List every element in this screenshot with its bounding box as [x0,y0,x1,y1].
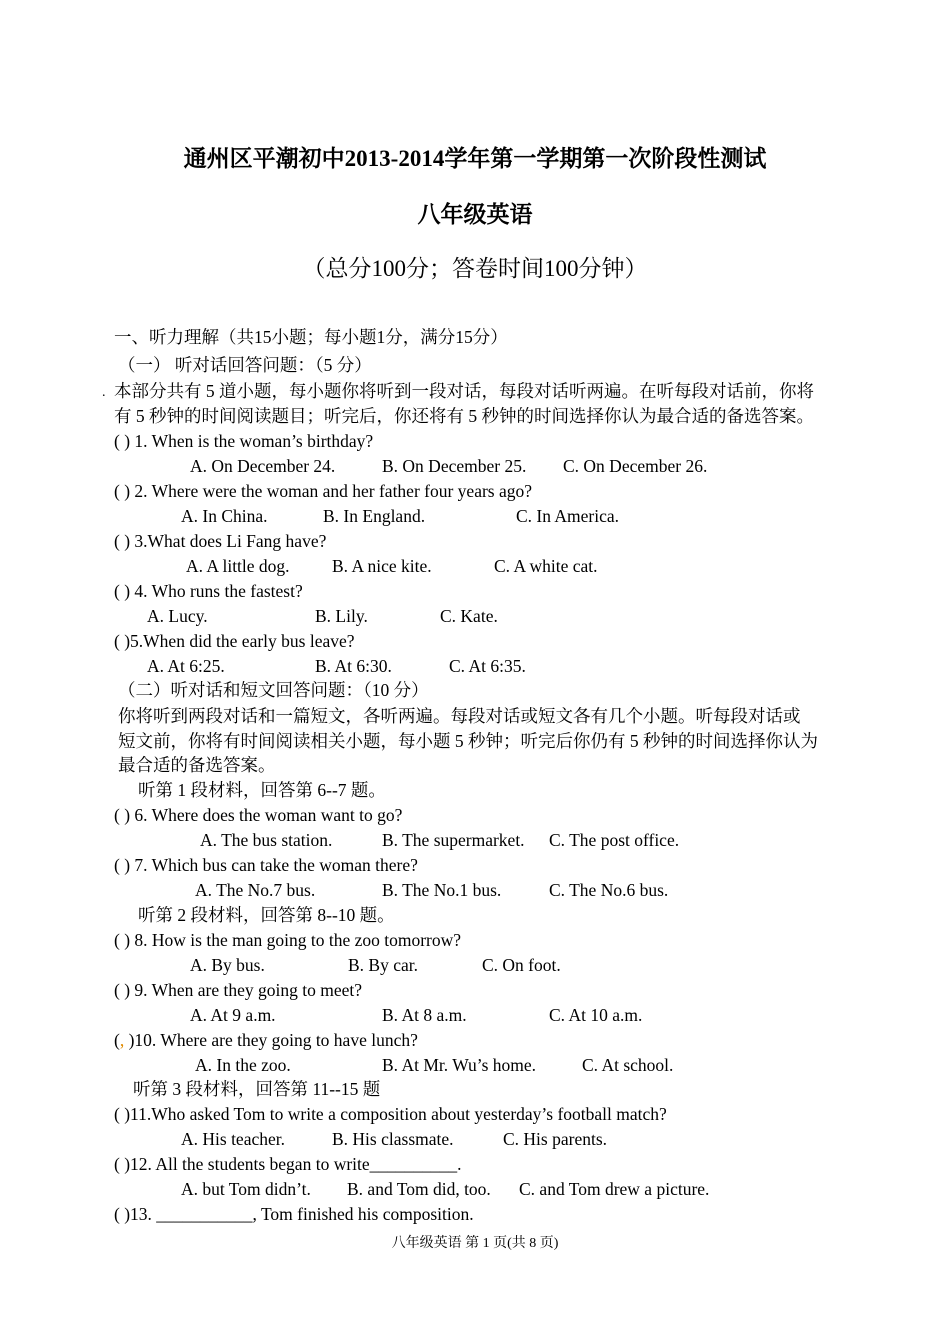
exam-title: 通州区平潮初中2013-2014学年第一学期第一次阶段性测试 [183,146,767,171]
option-b: B. At 8 a.m. [382,1005,467,1025]
material-2-note: 听第 2 段材料，回答第 8--10 题。 [138,905,395,925]
option-a: A. His teacher. [181,1129,285,1149]
option-a: A. The No.7 bus. [195,880,316,900]
option-b: B. At 6:30. [315,656,392,676]
question-1: ( ) 1. When is the woman’s birthday? [114,431,374,451]
option-b: B. His classmate. [332,1129,454,1149]
part1-instruction: 有 5 秒钟的时间阅读题目；听完后，你还将有 5 秒钟的时间选择你认为最合适的备选答案。 [114,406,814,426]
question-10-open-paren: ( [114,1030,120,1050]
option-a: A. On December 24. [190,456,336,476]
option-a: A. but Tom didn’t. [181,1179,311,1199]
option-b: B. The supermarket. [382,830,525,850]
question-6: ( ) 6. Where does the woman want to go? [114,805,403,825]
option-c: C. His parents. [503,1129,608,1149]
part2-instruction: 你将听到两段对话和一篇短文，各听两遍。每段对话或短文各有几个小题。听每段对话或 [118,706,801,726]
question-12: ( )12. All the students began to write__________. [114,1154,462,1174]
option-a: A. In China. [181,506,268,526]
option-a: A. The bus station. [200,830,333,850]
question-9: ( ) 9. When are they going to meet? [114,980,362,1000]
option-c: C. The No.6 bus. [549,880,669,900]
question-5: ( )5.When did the early bus leave? [114,631,355,651]
orange-mark: , [119,1030,125,1050]
option-c: C. Kate. [440,606,498,626]
option-b: B. On December 25. [382,456,527,476]
question-11: ( )11.Who asked Tom to write a composition about yesterday’s football match? [114,1104,667,1124]
option-a: A. At 9 a.m. [190,1005,276,1025]
score-time-note: （总分100分；答卷时间100分钟） [302,256,648,281]
section-heading: 一、听力理解（共15小题；每小题1分，满分15分） [114,327,508,347]
part1-instruction: 本部分共有 5 道小题，每小题你将听到一段对话，每段对话听两遍。在听每段对话前，你将 [114,381,814,401]
page-footer: 八年级英语 第 1 页(共 8 页) [391,1236,559,1251]
material-3-note: 听第 3 段材料，回答第 11--15 题 [133,1079,381,1099]
option-b: B. and Tom did, too. [347,1179,491,1199]
option-a: A. Lucy. [147,606,208,626]
subject-title: 八年级英语 [417,202,533,227]
option-a: A. In the zoo. [195,1055,291,1075]
option-c: C. A white cat. [494,556,598,576]
question-10 [114,1029,418,1051]
question-13: ( )13. ___________, Tom finished his composition. [114,1204,474,1224]
option-b: B. A nice kite. [332,556,432,576]
option-c: C. At school. [582,1055,674,1075]
option-b: B. At Mr. Wu’s home. [382,1055,537,1075]
option-b: B. Lily. [315,606,368,626]
part1-heading: （一） 听对话回答问题：（5 分） [118,355,372,375]
option-a: A. A little dog. [186,556,290,576]
option-a: A. By bus. [190,955,265,975]
question-3: ( ) 3.What does Li Fang have? [114,531,327,551]
option-c: C. At 10 a.m. [549,1005,643,1025]
option-c: C. On December 26. [563,456,708,476]
part2-instruction: 最合适的备选答案。 [118,755,276,775]
option-c: C. At 6:35. [449,656,526,676]
option-b: B. By car. [348,955,418,975]
question-2: ( ) 2. Where were the woman and her father four years ago? [114,481,533,501]
question-4: ( ) 4. Who runs the fastest? [114,581,303,601]
question-8: ( ) 8. How is the man going to the zoo tomorrow? [114,930,462,950]
option-c: C. and Tom drew a picture. [519,1179,710,1199]
option-c: C. The post office. [549,830,680,850]
option-b: B. The No.1 bus. [382,880,502,900]
question-10-text: )10. Where are they going to have lunch? [124,1030,418,1050]
margin-dot: . [102,385,106,400]
material-1-note: 听第 1 段材料，回答第 6--7 题。 [138,780,386,800]
option-c: C. On foot. [482,955,561,975]
question-7: ( ) 7. Which bus can take the woman there? [114,855,418,875]
option-c: C. In America. [516,506,620,526]
part2-instruction: 短文前，你将有时间阅读相关小题，每小题 5 秒钟；听完后你仍有 5 秒钟的时间选择你认为 [118,731,818,751]
option-a: A. At 6:25. [147,656,225,676]
part2-heading: （二）听对话和短文回答问题：（10 分） [118,680,429,700]
option-b: B. In England. [323,506,426,526]
